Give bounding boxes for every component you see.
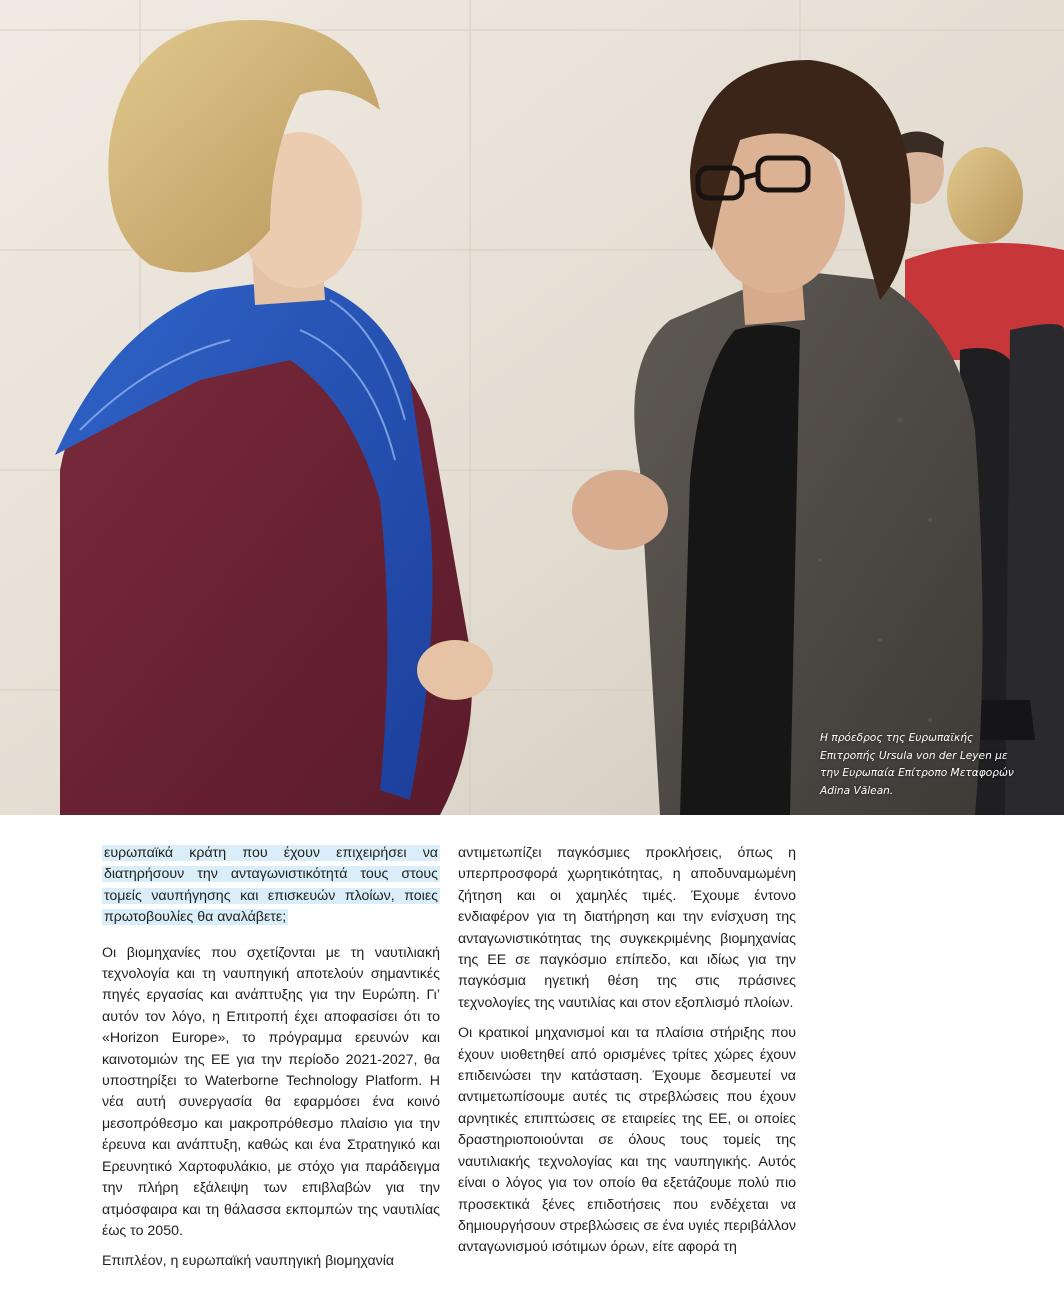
caption-line: Adina Vălean. — [820, 784, 894, 797]
right-column — [458, 843, 796, 1268]
answer-paragraph: αντιμετωπίζει παγκόσμιες προκλήσεις, όπως η υπερπροσφορά χωρητικότητας, η αποδυναμωμένη ζήτηση και οι χαμηλές τιμές. Έχουμε έντονο ενδιαφέρον για τη διατήρηση και την ενίσχυση της ανταγωνιστικότητας της συγκεκριμένης βιομηχανίας της ΕΕ σε παγκόσμιο επίπεδο, και ιδίως για την παγκόσμια ηγετική θέση της στις πράσινες τεχνολογίες της ναυτιλίας και στον εξοπλισμό πλοίων. — [458, 845, 796, 1011]
question-highlight: ευρωπαϊκά κράτη που έχουν επιχειρήσει να διατηρήσουν την ανταγωνιστικότητά τους στους τομείς ναυπήγησης και επισκευών πλοίων, ποιες πρωτοβουλίες θα αναλάβετε; — [104, 845, 438, 926]
photo-caption — [820, 730, 1050, 800]
caption-line: την Ευρωπαία Επίτροπο Μεταφορών — [820, 767, 1014, 779]
answer-paragraph: Οι κρατικοί μηχανισμοί και τα πλαίσια στήριξης που έχουν υιοθετηθεί από ορισμένες τρίτες χώρες έχουν επιδεινώσει την κατάσταση. Έχουμε δεσμευτεί να αντιμετωπίσουμε αυτές τις στρεβλώσεις που έχουν αρνητικές επιπτώσεις σε εταιρείες της ΕΕ, οι οποίες δραστηριοποιούνται σε όλους τους τομείς της ναυτιλιακής τεχνολογίας και της ναυπηγικής. Αυτός είναι ο λόγος για τον οποίο θα εξετάζουμε πολύ πιο προσεκτικά ξένες επιδοτήσεις που ενδέχεται να δημιουργήσουν στρεβλώσεις σε ένα υγιές περιβάλλον ανταγωνισμού ισότιμων όρων, είτε αφορά τη — [458, 1025, 796, 1256]
interview-question — [102, 843, 440, 929]
caption-line: Η πρόεδρος της Ευρωπαϊκής — [820, 732, 974, 744]
answer-paragraph: Επιπλέον, η ευρωπαϊκή ναυπηγική βιομηχανία — [102, 1253, 395, 1270]
left-column — [102, 843, 440, 1282]
caption-line: Επιτροπής Ursula von der Leyen με — [820, 749, 1008, 762]
answer-paragraph: Οι βιομηχανίες που σχετίζονται με τη ναυτιλιακή τεχνολογία και τη ναυπηγική αποτελούν σημαντικές πηγές εργασίας και ανάπτυξης για την Ευρώπη. Γι’ αυτόν τον λόγο, η Επιτροπή έχει αποφασίσει ότι το «Horizon Europe», το πρόγραμμα ερευνών και καινοτομιών της ΕΕ για την περίοδο 2021-2027, θα υποστηρίξει το Waterborne Technology Platform. Η νέα αυτή συνεργασία θα εφαρμόσει ένα κοινό μεσοπρόθεσμο και μακροπρόθεσμο πλαίσιο για την έρευνα και ανάπτυξη, καθώς και ένα Στρατηγικό και Ερευνητικό Χαρτοφυλάκιο, με στόχο για παράδειγμα την πλήρη εξάλειψη των επιβλαβών για την ατμόσφαιρα και τη θάλασσα εκπομπών της ναυτιλίας έως το 2050. — [102, 944, 440, 1239]
